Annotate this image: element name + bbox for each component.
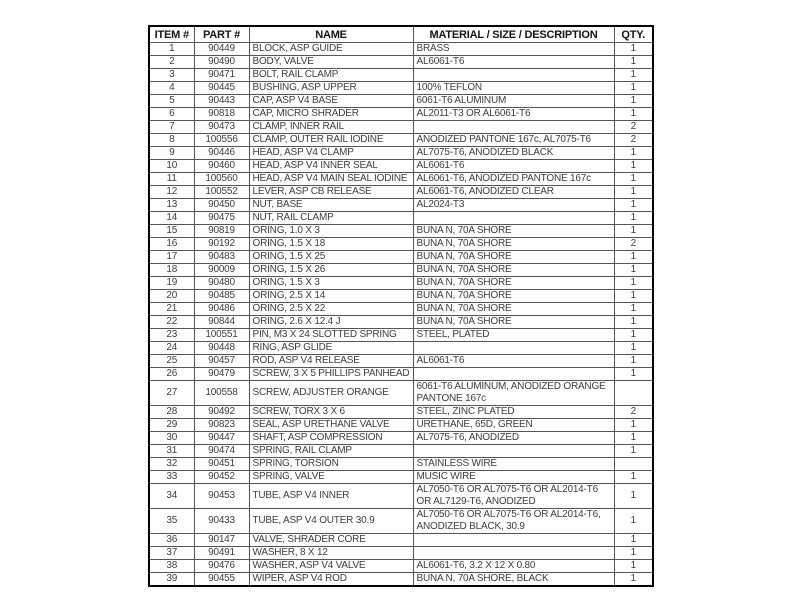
item-number-cell: 33 <box>149 471 194 484</box>
material-description-cell <box>413 368 614 381</box>
table-row <box>149 277 653 290</box>
material-description-cell: ANODIZED PANTONE 167c, AL7075-T6 <box>413 134 614 147</box>
part-number-cell: 90453 <box>194 484 249 509</box>
table-row <box>149 534 653 547</box>
part-number-cell: 90492 <box>194 406 249 419</box>
part-name-cell: ORING, 1.5 X 26 <box>249 264 413 277</box>
material-description-cell: STEEL, ZINC PLATED <box>413 406 614 419</box>
item-number-cell: 29 <box>149 419 194 432</box>
material-description-cell: BUNA N, 70A SHORE <box>413 277 614 290</box>
table-row <box>149 432 653 445</box>
table-row <box>149 147 653 160</box>
item-number-cell: 19 <box>149 277 194 290</box>
quantity-cell: 1 <box>614 432 653 445</box>
table-row <box>149 56 653 69</box>
part-number-cell: 100552 <box>194 186 249 199</box>
part-number-cell: 100558 <box>194 381 249 406</box>
table-row <box>149 547 653 560</box>
item-number-cell: 28 <box>149 406 194 419</box>
material-description-cell: AL7050-T6 OR AL7075-T6 OR AL2014-T6, ANODIZED BLACK, 30.9 <box>413 509 614 534</box>
quantity-cell: 1 <box>614 329 653 342</box>
part-name-cell: CAP, MICRO SHRADER <box>249 108 413 121</box>
material-description-cell: BUNA N, 70A SHORE <box>413 303 614 316</box>
material-description-cell <box>413 342 614 355</box>
material-description-cell: AL7075-T6, ANODIZED <box>413 432 614 445</box>
material-description-cell: AL7075-T6, ANODIZED BLACK <box>413 147 614 160</box>
table-row <box>149 186 653 199</box>
quantity-cell: 1 <box>614 303 653 316</box>
quantity-cell: 1 <box>614 277 653 290</box>
part-number-cell: 90471 <box>194 69 249 82</box>
material-description-cell <box>413 445 614 458</box>
table-row <box>149 212 653 225</box>
table-row <box>149 316 653 329</box>
table-row <box>149 108 653 121</box>
item-number-cell: 9 <box>149 147 194 160</box>
part-number-cell: 90447 <box>194 432 249 445</box>
quantity-cell: 1 <box>614 547 653 560</box>
table-row <box>149 225 653 238</box>
part-name-cell: PIN, M3 X 24 SLOTTED SPRING <box>249 329 413 342</box>
quantity-cell: 1 <box>614 471 653 484</box>
item-number-cell: 23 <box>149 329 194 342</box>
table-row <box>149 160 653 173</box>
quantity-cell: 1 <box>614 445 653 458</box>
table-row <box>149 329 653 342</box>
part-number-cell: 90479 <box>194 368 249 381</box>
quantity-cell: 1 <box>614 342 653 355</box>
quantity-cell: 1 <box>614 186 653 199</box>
quantity-cell: 2 <box>614 238 653 251</box>
table-row <box>149 406 653 419</box>
quantity-cell: 1 <box>614 264 653 277</box>
part-name-cell: ORING, 2.5 X 14 <box>249 290 413 303</box>
table-row <box>149 419 653 432</box>
quantity-cell: 2 <box>614 406 653 419</box>
material-description-cell: AL6061-T6, ANODIZED CLEAR <box>413 186 614 199</box>
part-name-cell: ORING, 1.5 X 3 <box>249 277 413 290</box>
part-name-cell: CAP, ASP V4 BASE <box>249 95 413 108</box>
part-name-cell: HEAD, ASP V4 CLAMP <box>249 147 413 160</box>
quantity-cell: 1 <box>614 316 653 329</box>
part-number-cell: 90433 <box>194 509 249 534</box>
table-row <box>149 509 653 534</box>
item-number-cell: 36 <box>149 534 194 547</box>
part-number-cell: 100551 <box>194 329 249 342</box>
item-number-cell: 14 <box>149 212 194 225</box>
material-description-cell: AL6061-T6 <box>413 160 614 173</box>
part-name-cell: SPRING, VALVE <box>249 471 413 484</box>
item-number-cell: 20 <box>149 290 194 303</box>
part-number-cell: 90844 <box>194 316 249 329</box>
material-description-cell <box>413 534 614 547</box>
part-number-cell: 90485 <box>194 290 249 303</box>
material-description-cell: BUNA N, 70A SHORE <box>413 290 614 303</box>
item-number-cell: 26 <box>149 368 194 381</box>
item-number-cell: 1 <box>149 43 194 56</box>
part-name-cell: ORING, 1.0 X 3 <box>249 225 413 238</box>
item-number-cell: 2 <box>149 56 194 69</box>
material-description-cell: AL2011-T3 OR AL6061-T6 <box>413 108 614 121</box>
part-number-cell: 90450 <box>194 199 249 212</box>
table-row <box>149 458 653 471</box>
material-description-cell <box>413 69 614 82</box>
quantity-cell: 1 <box>614 419 653 432</box>
quantity-cell: 1 <box>614 484 653 509</box>
table-row <box>149 342 653 355</box>
item-number-cell: 10 <box>149 160 194 173</box>
part-number-cell: 90475 <box>194 212 249 225</box>
material-description-cell: 6061-T6 ALUMINUM, ANODIZED ORANGE PANTONE 167c <box>413 381 614 406</box>
part-name-cell: LEVER, ASP CB RELEASE <box>249 186 413 199</box>
col-header-name: NAME <box>249 26 413 43</box>
part-number-cell: 90491 <box>194 547 249 560</box>
item-number-cell: 3 <box>149 69 194 82</box>
part-number-cell: 90449 <box>194 43 249 56</box>
item-number-cell: 24 <box>149 342 194 355</box>
item-number-cell: 25 <box>149 355 194 368</box>
material-description-cell: AL6061-T6 <box>413 56 614 69</box>
part-name-cell: RING, ASP GLIDE <box>249 342 413 355</box>
parts-table-body <box>149 43 653 587</box>
part-name-cell: TUBE, ASP V4 INNER <box>249 484 413 509</box>
quantity-cell: 1 <box>614 173 653 186</box>
quantity-cell <box>614 458 653 471</box>
material-description-cell: BUNA N, 70A SHORE, BLACK <box>413 573 614 587</box>
part-name-cell: SCREW, ADJUSTER ORANGE <box>249 381 413 406</box>
quantity-cell: 2 <box>614 121 653 134</box>
item-number-cell: 12 <box>149 186 194 199</box>
material-description-cell: BUNA N, 70A SHORE <box>413 316 614 329</box>
quantity-cell: 1 <box>614 108 653 121</box>
part-number-cell: 90473 <box>194 121 249 134</box>
quantity-cell: 1 <box>614 290 653 303</box>
quantity-cell: 1 <box>614 199 653 212</box>
material-description-cell: AL6061-T6, ANODIZED PANTONE 167c <box>413 173 614 186</box>
col-header-item: ITEM # <box>149 26 194 43</box>
table-row <box>149 355 653 368</box>
part-name-cell: SCREW, TORX 3 X 6 <box>249 406 413 419</box>
material-description-cell: AL6061-T6 <box>413 355 614 368</box>
part-number-cell: 90476 <box>194 560 249 573</box>
part-number-cell: 90490 <box>194 56 249 69</box>
part-name-cell: NUT, RAIL CLAMP <box>249 212 413 225</box>
part-number-cell: 90452 <box>194 471 249 484</box>
part-name-cell: BUSHING, ASP UPPER <box>249 82 413 95</box>
table-row <box>149 238 653 251</box>
quantity-cell: 1 <box>614 56 653 69</box>
part-name-cell: ROD, ASP V4 RELEASE <box>249 355 413 368</box>
part-name-cell: ORING, 1.5 X 25 <box>249 251 413 264</box>
part-number-cell: 100560 <box>194 173 249 186</box>
material-description-cell: BUNA N, 70A SHORE <box>413 264 614 277</box>
table-row <box>149 381 653 406</box>
quantity-cell: 1 <box>614 43 653 56</box>
part-number-cell: 90460 <box>194 160 249 173</box>
material-description-cell: URETHANE, 65D, GREEN <box>413 419 614 432</box>
part-number-cell: 90819 <box>194 225 249 238</box>
quantity-cell: 1 <box>614 95 653 108</box>
quantity-cell: 1 <box>614 573 653 587</box>
col-header-qty: QTY. <box>614 26 653 43</box>
quantity-cell: 1 <box>614 147 653 160</box>
table-row <box>149 471 653 484</box>
part-name-cell: WASHER, 8 X 12 <box>249 547 413 560</box>
item-number-cell: 18 <box>149 264 194 277</box>
part-name-cell: HEAD, ASP V4 INNER SEAL <box>249 160 413 173</box>
part-number-cell: 90443 <box>194 95 249 108</box>
item-number-cell: 7 <box>149 121 194 134</box>
material-description-cell: AL6061-T6, 3.2 X 12 X 0.80 <box>413 560 614 573</box>
item-number-cell: 39 <box>149 573 194 587</box>
part-number-cell: 90480 <box>194 277 249 290</box>
part-name-cell: SPRING, RAIL CLAMP <box>249 445 413 458</box>
part-number-cell: 90483 <box>194 251 249 264</box>
material-description-cell: 6061-T6 ALUMINUM <box>413 95 614 108</box>
table-row <box>149 264 653 277</box>
quantity-cell <box>614 381 653 406</box>
quantity-cell: 1 <box>614 509 653 534</box>
table-row <box>149 173 653 186</box>
quantity-cell: 1 <box>614 355 653 368</box>
quantity-cell: 1 <box>614 251 653 264</box>
item-number-cell: 8 <box>149 134 194 147</box>
parts-table <box>148 25 654 587</box>
item-number-cell: 15 <box>149 225 194 238</box>
material-description-cell <box>413 212 614 225</box>
part-number-cell: 90486 <box>194 303 249 316</box>
table-row <box>149 134 653 147</box>
part-number-cell: 90446 <box>194 147 249 160</box>
parts-table-header <box>149 26 653 43</box>
quantity-cell: 1 <box>614 534 653 547</box>
table-row <box>149 484 653 509</box>
table-row <box>149 121 653 134</box>
part-name-cell: WIPER, ASP V4 ROD <box>249 573 413 587</box>
table-row <box>149 445 653 458</box>
part-number-cell: 90009 <box>194 264 249 277</box>
item-number-cell: 27 <box>149 381 194 406</box>
table-row <box>149 199 653 212</box>
part-name-cell: BODY, VALVE <box>249 56 413 69</box>
part-name-cell: ORING, 1.5 X 18 <box>249 238 413 251</box>
item-number-cell: 31 <box>149 445 194 458</box>
item-number-cell: 13 <box>149 199 194 212</box>
part-number-cell: 90192 <box>194 238 249 251</box>
item-number-cell: 35 <box>149 509 194 534</box>
quantity-cell: 1 <box>614 160 653 173</box>
quantity-cell: 1 <box>614 212 653 225</box>
item-number-cell: 34 <box>149 484 194 509</box>
item-number-cell: 32 <box>149 458 194 471</box>
part-number-cell: 90147 <box>194 534 249 547</box>
quantity-cell: 1 <box>614 368 653 381</box>
item-number-cell: 11 <box>149 173 194 186</box>
part-number-cell: 90474 <box>194 445 249 458</box>
part-name-cell: CLAMP, INNER RAIL <box>249 121 413 134</box>
item-number-cell: 22 <box>149 316 194 329</box>
table-row <box>149 290 653 303</box>
quantity-cell: 1 <box>614 69 653 82</box>
part-number-cell: 90457 <box>194 355 249 368</box>
table-row <box>149 82 653 95</box>
material-description-cell: STAINLESS WIRE <box>413 458 614 471</box>
table-row <box>149 368 653 381</box>
material-description-cell: 100% TEFLON <box>413 82 614 95</box>
item-number-cell: 6 <box>149 108 194 121</box>
item-number-cell: 37 <box>149 547 194 560</box>
part-name-cell: SPRING, TORSION <box>249 458 413 471</box>
table-row <box>149 251 653 264</box>
quantity-cell: 1 <box>614 560 653 573</box>
material-description-cell: BUNA N, 70A SHORE <box>413 225 614 238</box>
part-name-cell: SEAL, ASP URETHANE VALVE <box>249 419 413 432</box>
table-row <box>149 573 653 587</box>
item-number-cell: 38 <box>149 560 194 573</box>
material-description-cell: BUNA N, 70A SHORE <box>413 238 614 251</box>
quantity-cell: 1 <box>614 82 653 95</box>
part-number-cell: 90448 <box>194 342 249 355</box>
table-row <box>149 95 653 108</box>
part-name-cell: SHAFT, ASP COMPRESSION <box>249 432 413 445</box>
part-name-cell: BLOCK, ASP GUIDE <box>249 43 413 56</box>
part-name-cell: NUT, BASE <box>249 199 413 212</box>
part-name-cell: ORING, 2.6 X 12.4 J <box>249 316 413 329</box>
part-number-cell: 100556 <box>194 134 249 147</box>
item-number-cell: 4 <box>149 82 194 95</box>
material-description-cell: BRASS <box>413 43 614 56</box>
item-number-cell: 30 <box>149 432 194 445</box>
item-number-cell: 16 <box>149 238 194 251</box>
table-row <box>149 43 653 56</box>
part-number-cell: 90451 <box>194 458 249 471</box>
material-description-cell: STEEL, PLATED <box>413 329 614 342</box>
col-header-material: MATERIAL / SIZE / DESCRIPTION <box>413 26 614 43</box>
quantity-cell: 1 <box>614 225 653 238</box>
table-row <box>149 303 653 316</box>
material-description-cell: MUSIC WIRE <box>413 471 614 484</box>
material-description-cell: AL2024-T3 <box>413 199 614 212</box>
part-name-cell: CLAMP, OUTER RAIL IODINE <box>249 134 413 147</box>
part-name-cell: SCREW, 3 X 5 PHILLIPS PANHEAD <box>249 368 413 381</box>
material-description-cell: AL7050-T6 OR AL7075-T6 OR AL2014-T6 OR AL7129-T6, ANODIZED <box>413 484 614 509</box>
table-row <box>149 560 653 573</box>
part-name-cell: ORING, 2.5 X 22 <box>249 303 413 316</box>
col-header-part: PART # <box>194 26 249 43</box>
quantity-cell: 2 <box>614 134 653 147</box>
part-name-cell: HEAD, ASP V4 MAIN SEAL IODINE <box>249 173 413 186</box>
part-name-cell: TUBE, ASP V4 OUTER 30.9 <box>249 509 413 534</box>
item-number-cell: 5 <box>149 95 194 108</box>
material-description-cell <box>413 121 614 134</box>
part-name-cell: BOLT, RAIL CLAMP <box>249 69 413 82</box>
header-row <box>149 26 653 43</box>
part-number-cell: 90445 <box>194 82 249 95</box>
table-row <box>149 69 653 82</box>
part-name-cell: VALVE, SHRADER CORE <box>249 534 413 547</box>
part-name-cell: WASHER, ASP V4 VALVE <box>249 560 413 573</box>
part-number-cell: 90823 <box>194 419 249 432</box>
material-description-cell <box>413 547 614 560</box>
part-number-cell: 90818 <box>194 108 249 121</box>
part-number-cell: 90455 <box>194 573 249 587</box>
item-number-cell: 21 <box>149 303 194 316</box>
item-number-cell: 17 <box>149 251 194 264</box>
material-description-cell: BUNA N, 70A SHORE <box>413 251 614 264</box>
